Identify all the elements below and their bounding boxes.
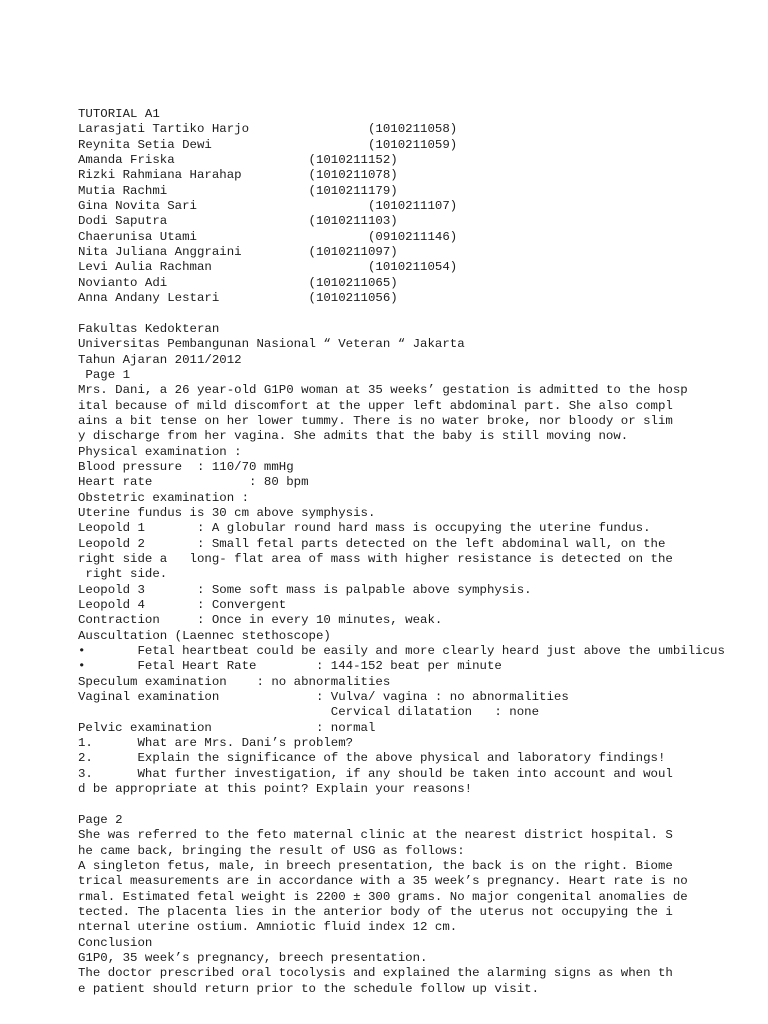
- document-line: Gina Novita Sari (1010211107): [78, 199, 458, 214]
- document-line: Amanda Friska (1010211152): [78, 153, 398, 168]
- document-line: Uterine fundus is 30 cm above symphysis.: [78, 505, 376, 520]
- document-line: TUTORIAL A1: [78, 107, 160, 121]
- document-line: Leopold 1 : A globular round hard mass is occupying the uterine fundus.: [78, 521, 651, 536]
- document-line: y discharge from her vagina. She admits that the baby is still moving now.: [78, 429, 629, 444]
- document-line: Page 2: [78, 812, 123, 827]
- document-line: [78, 306, 768, 321]
- document-line: Leopold 3 : Some soft mass is palpable above symphysis.: [78, 582, 532, 597]
- document-line: Reynita Setia Dewi (1010211059): [78, 137, 458, 152]
- document-line: Auscultation (Laennec stethoscope): [78, 628, 331, 643]
- document-line: A singleton fetus, male, in breech presentation, the back is on the right. Biome: [78, 858, 673, 873]
- document-line: Levi Aulia Rachman (1010211054): [78, 260, 458, 275]
- document-line: right side a long- flat area of mass with higher resistance is detected on the: [78, 551, 673, 566]
- document-line: 3. What further investigation, if any should be taken into account and woul: [78, 766, 673, 781]
- document-line: Vaginal examination : Vulva/ vagina : no abnormalities: [78, 690, 569, 705]
- document-line: Conclusion: [78, 935, 153, 950]
- document-body: [78, 107, 768, 997]
- document-line: rmal. Estimated fetal weight is 2200 ± 300 grams. No major congenital anomalies de: [78, 889, 688, 904]
- document-line: Fakultas Kedokteran: [78, 321, 220, 336]
- document-line: nternal uterine ostium. Amniotic fluid index 12 cm.: [78, 920, 458, 935]
- document-line: tected. The placenta lies in the anterior body of the uterus not occupying the i: [78, 904, 673, 919]
- document-line: Dodi Saputra (1010211103): [78, 214, 398, 229]
- document-line: d be appropriate at this point? Explain your reasons!: [78, 782, 473, 797]
- document-line: ains a bit tense on her lower tummy. There is no water broke, nor bloody or slim: [78, 413, 673, 428]
- document-line: • Fetal Heart Rate : 144-152 beat per minute: [78, 659, 502, 674]
- document-line: Obstetric examination :: [78, 490, 250, 505]
- document-line: [78, 797, 768, 812]
- document-line: Novianto Adi (1010211065): [78, 275, 398, 290]
- document-line: Leopold 4 : Convergent: [78, 598, 287, 612]
- document-line: Pelvic examination : normal: [78, 720, 376, 735]
- document-line: Contraction : Once in every 10 minutes, weak.: [78, 613, 443, 628]
- document-line: Physical examination :: [78, 444, 242, 459]
- document-line: The doctor prescribed oral tocolysis and explained the alarming signs as when th: [78, 966, 673, 981]
- document-line: G1P0, 35 week’s pregnancy, breech presentation.: [78, 950, 428, 965]
- document-line: 2. Explain the significance of the above physical and laboratory findings!: [78, 751, 666, 766]
- document-line: Chaerunisa Utami (0910211146): [78, 229, 458, 244]
- document-line: Mutia Rachmi (1010211179): [78, 183, 398, 198]
- document-line: Speculum examination : no abnormalities: [78, 674, 391, 689]
- document-line: Leopold 2 : Small fetal parts detected on the left abdominal wall, on the: [78, 536, 666, 551]
- document-line: 1. What are Mrs. Dani’s problem?: [78, 736, 354, 751]
- document-line: e patient should return prior to the schedule follow up visit.: [78, 981, 540, 996]
- document-line: She was referred to the feto maternal clinic at the nearest district hospital. S: [78, 828, 673, 843]
- document-line: Tahun Ajaran 2011/2012: [78, 352, 242, 367]
- document-line: Blood pressure : 110/70 mmHg: [78, 459, 294, 474]
- document-line: he came back, bringing the result of USG as follows:: [78, 843, 465, 858]
- document-line: Anna Andany Lestari (1010211056): [78, 291, 398, 306]
- document-line: Larasjati Tartiko Harjo (1010211058): [78, 122, 458, 137]
- document-line: Rizki Rahmiana Harahap (1010211078): [78, 168, 398, 183]
- document-line: Universitas Pembangunan Nasional “ Veteran “ Jakarta: [78, 337, 465, 352]
- document-line: ital because of mild discomfort at the upper left abdominal part. She also compl: [78, 398, 673, 413]
- document-line: right side.: [78, 567, 168, 582]
- document-line: Mrs. Dani, a 26 year-old G1P0 woman at 35 weeks’ gestation is admitted to the hosp: [78, 383, 688, 398]
- document-line: • Fetal heartbeat could be easily and more clearly heard just above the umbilicus: [78, 644, 725, 659]
- document-line: Nita Juliana Anggraini (1010211097): [78, 245, 398, 260]
- document-line: Cervical dilatation : none: [78, 705, 540, 720]
- document-line: Page 1: [78, 367, 131, 382]
- document-line: Heart rate : 80 bpm: [78, 475, 309, 490]
- document-line: trical measurements are in accordance with a 35 week’s pregnancy. Heart rate is no: [78, 874, 688, 889]
